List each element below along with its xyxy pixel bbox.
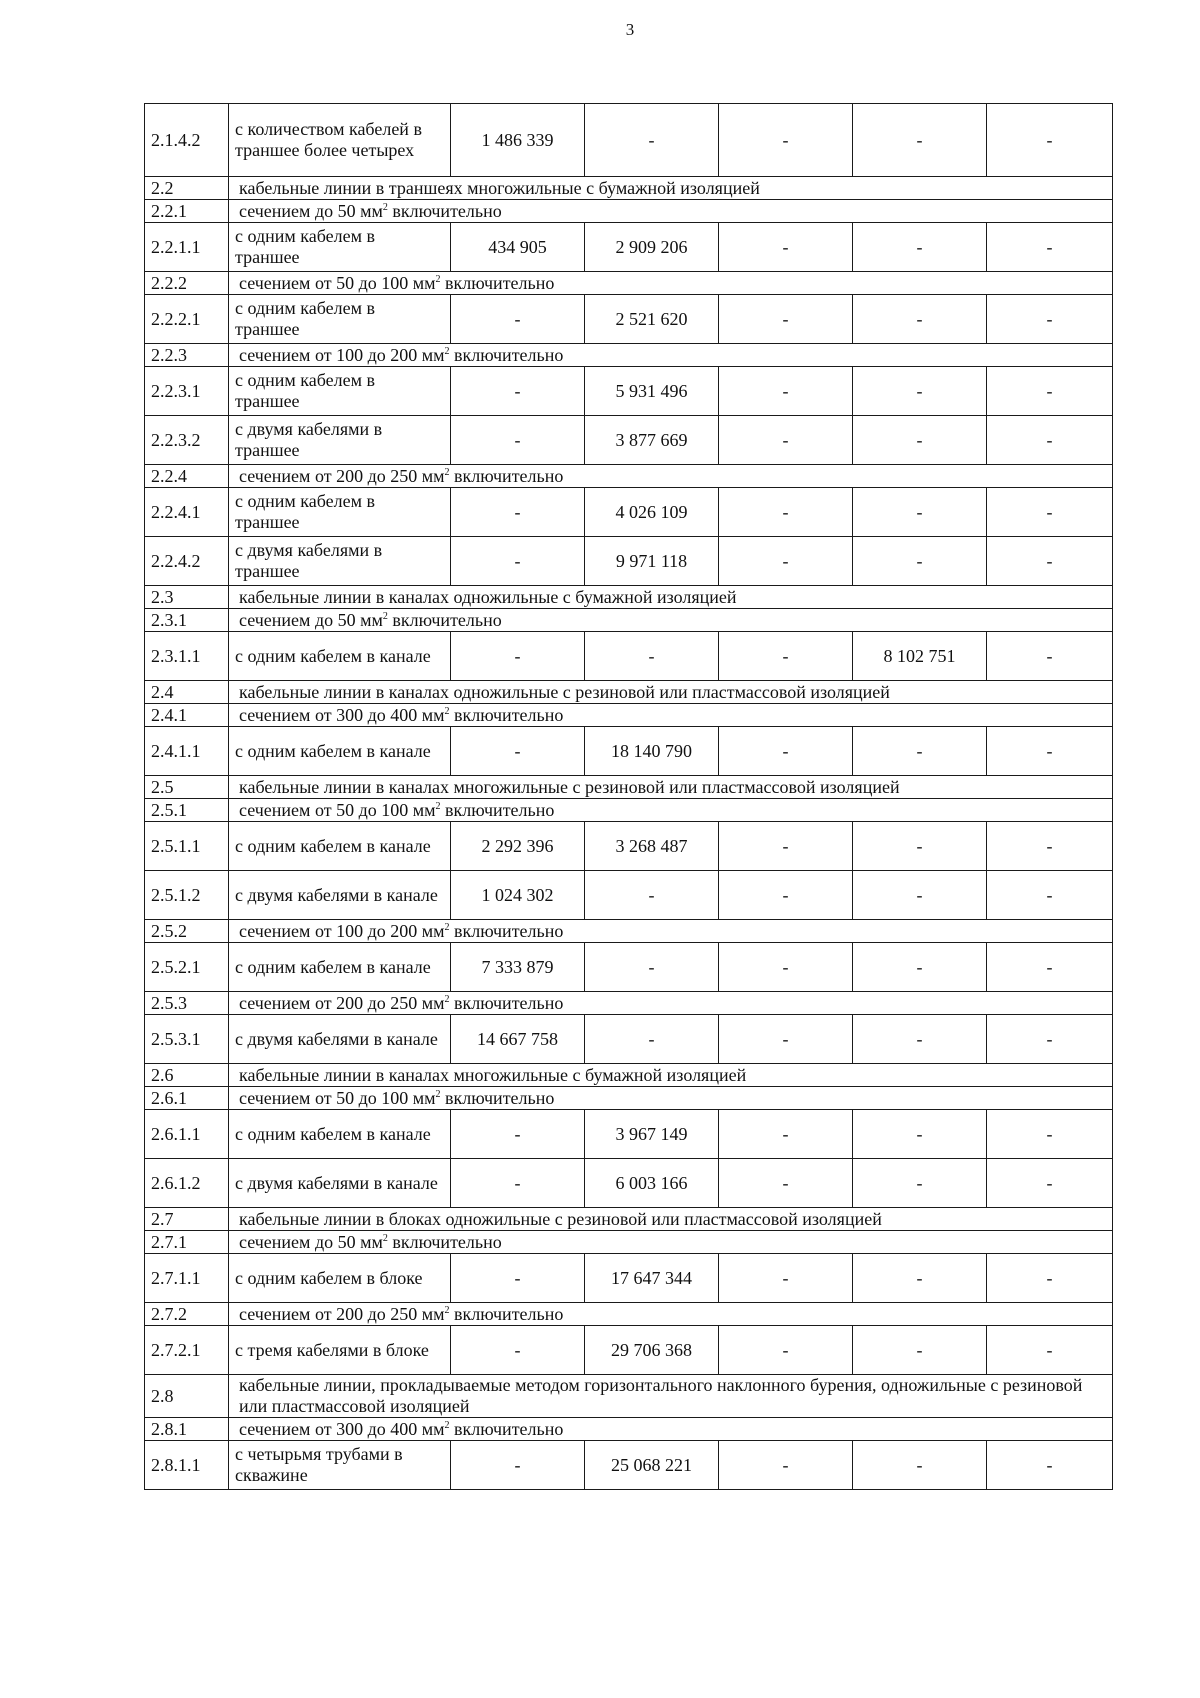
table-row [145,223,1113,272]
row-description: с тремя кабелями в блоке [229,1326,451,1375]
row-code: 2.2.3 [145,344,229,367]
row-description: с одним кабелем в траншее [229,367,451,416]
table-row [145,104,1113,177]
section-title: кабельные линии в каналах многожильные с резиновой или пластмассовой изоляцией [229,776,1113,799]
section-title: кабельные линии в каналах одножильные с бумажной изоляцией [229,586,1113,609]
table-row [145,1441,1113,1490]
value-cell: - [987,104,1113,177]
value-cell: 14 667 758 [451,1015,585,1064]
value-cell: - [719,943,853,992]
value-cell: - [585,632,719,681]
value-cell: 2 521 620 [585,295,719,344]
value-cell: 18 140 790 [585,727,719,776]
row-code: 2.3.1 [145,609,229,632]
value-cell: - [451,1110,585,1159]
section-title: кабельные линии в каналах многожильные с бумажной изоляцией [229,1064,1113,1087]
value-cell: - [853,223,987,272]
table-row [145,822,1113,871]
row-description: с одним кабелем в траншее [229,488,451,537]
section-title: сечением от 50 до 100 $мм^2$ включительно [229,272,1113,295]
value-cell: 5 931 496 [585,367,719,416]
value-cell: - [451,632,585,681]
section-title: сечением от 100 до 200 $мм^2$ включительно [229,920,1113,943]
row-description: с одним кабелем в траншее [229,223,451,272]
value-cell: - [853,871,987,920]
value-cell: - [987,1159,1113,1208]
row-description: с одним кабелем в канале [229,1110,451,1159]
row-code: 2.5.1 [145,799,229,822]
table-row [145,1254,1113,1303]
value-cell: - [451,416,585,465]
row-code: 2.2.1.1 [145,223,229,272]
value-cell: - [451,1326,585,1375]
value-cell: - [451,1441,585,1490]
row-description: с двумя кабелями в траншее [229,416,451,465]
value-cell: - [853,104,987,177]
section-row [145,776,1113,799]
row-description: с одним кабелем в блоке [229,1254,451,1303]
table-row [145,1110,1113,1159]
value-cell: - [719,223,853,272]
value-cell: - [585,871,719,920]
value-cell: - [987,943,1113,992]
value-cell: - [987,488,1113,537]
row-code: 2.6 [145,1064,229,1087]
table-row [145,1159,1113,1208]
value-cell: - [987,367,1113,416]
section-row [145,272,1113,295]
value-cell: 3 967 149 [585,1110,719,1159]
row-code: 2.4.1.1 [145,727,229,776]
value-cell: - [719,416,853,465]
table-row [145,295,1113,344]
section-title: сечением от 200 до 250 $мм^2$ включительно [229,465,1113,488]
value-cell: 29 706 368 [585,1326,719,1375]
value-cell: - [719,1441,853,1490]
row-code: 2.4 [145,681,229,704]
value-cell: - [451,488,585,537]
value-cell: - [451,727,585,776]
table-row [145,537,1113,586]
section-title: кабельные линии в блоках одножильные с резиновой или пластмассовой изоляцией [229,1208,1113,1231]
value-cell: - [987,1254,1113,1303]
section-title: сечением от 300 до 400 $мм^2$ включительно [229,1418,1113,1441]
value-cell: - [853,1159,987,1208]
row-code: 2.7.2.1 [145,1326,229,1375]
value-cell: - [853,1441,987,1490]
value-cell: - [585,104,719,177]
table-row [145,871,1113,920]
tariff-table-body [145,104,1113,1490]
value-cell: 434 905 [451,223,585,272]
section-row [145,1375,1113,1418]
value-cell: - [719,727,853,776]
value-cell: 2 909 206 [585,223,719,272]
table-row [145,1015,1113,1064]
value-cell: 17 647 344 [585,1254,719,1303]
value-cell: - [853,727,987,776]
value-cell: - [853,416,987,465]
section-row [145,1231,1113,1254]
row-code: 2.5.3.1 [145,1015,229,1064]
value-cell: - [719,632,853,681]
value-cell: - [853,1015,987,1064]
row-code: 2.7.1.1 [145,1254,229,1303]
value-cell: - [987,1015,1113,1064]
table-row [145,727,1113,776]
row-description: с четырьмя трубами в скважине [229,1441,451,1490]
section-title: кабельные линии, прокладываемые методом горизонтального наклонного бурения, одножильные с резиновой или пластмассовой изоляцией [229,1375,1113,1418]
value-cell: 7 333 879 [451,943,585,992]
row-code: 2.8.1.1 [145,1441,229,1490]
row-description: с одним кабелем в канале [229,727,451,776]
table-row [145,632,1113,681]
value-cell: - [853,488,987,537]
section-row [145,992,1113,1015]
section-title: сечением от 100 до 200 $мм^2$ включительно [229,344,1113,367]
section-title: сечением до 50 $мм^2$ включительно [229,609,1113,632]
row-code: 2.7 [145,1208,229,1231]
table-row [145,1326,1113,1375]
value-cell: 4 026 109 [585,488,719,537]
row-code: 2.3 [145,586,229,609]
value-cell: - [853,822,987,871]
value-cell: - [585,1015,719,1064]
row-code: 2.6.1 [145,1087,229,1110]
value-cell: - [987,1110,1113,1159]
row-code: 2.5.1.2 [145,871,229,920]
value-cell: - [719,488,853,537]
value-cell: - [719,1326,853,1375]
value-cell: 9 971 118 [585,537,719,586]
value-cell: 1 486 339 [451,104,585,177]
section-row [145,586,1113,609]
table-row [145,488,1113,537]
value-cell: - [987,871,1113,920]
section-row [145,799,1113,822]
value-cell: - [719,1110,853,1159]
row-code: 2.3.1.1 [145,632,229,681]
section-row [145,704,1113,727]
row-code: 2.2.3.1 [145,367,229,416]
section-title: кабельные линии в каналах одножильные с резиновой или пластмассовой изоляцией [229,681,1113,704]
table-row [145,416,1113,465]
value-cell: - [853,1254,987,1303]
row-code: 2.2.3.2 [145,416,229,465]
row-description: с одним кабелем в канале [229,943,451,992]
value-cell: - [987,223,1113,272]
row-code: 2.2.1 [145,200,229,223]
row-description: с двумя кабелями в канале [229,871,451,920]
row-description: с двумя кабелями в траншее [229,537,451,586]
section-row [145,200,1113,223]
value-cell: 8 102 751 [853,632,987,681]
section-title: сечением до 50 $мм^2$ включительно [229,200,1113,223]
table-row [145,367,1113,416]
section-row [145,465,1113,488]
value-cell: - [853,1110,987,1159]
value-cell: - [719,871,853,920]
section-title: кабельные линии в траншеях многожильные с бумажной изоляцией [229,177,1113,200]
row-code: 2.2.4 [145,465,229,488]
value-cell: - [451,295,585,344]
row-code: 2.2 [145,177,229,200]
value-cell: - [719,822,853,871]
row-code: 2.4.1 [145,704,229,727]
row-code: 2.8 [145,1375,229,1418]
value-cell: - [719,367,853,416]
row-description: с двумя кабелями в канале [229,1015,451,1064]
section-row [145,344,1113,367]
value-cell: - [719,104,853,177]
value-cell: - [853,943,987,992]
value-cell: - [719,1254,853,1303]
value-cell: - [585,943,719,992]
value-cell: - [987,295,1113,344]
value-cell: - [987,632,1113,681]
value-cell: 3 268 487 [585,822,719,871]
section-title: сечением от 200 до 250 $мм^2$ включительно [229,992,1113,1015]
section-title: сечением от 50 до 100 $мм^2$ включительно [229,1087,1113,1110]
section-row [145,609,1113,632]
section-title: сечением до 50 $мм^2$ включительно [229,1231,1113,1254]
row-code: 2.8.1 [145,1418,229,1441]
section-title: сечением от 300 до 400 $мм^2$ включительно [229,704,1113,727]
value-cell: 2 292 396 [451,822,585,871]
row-description: с количеством кабелей в траншее более четырех [229,104,451,177]
section-title: сечением от 50 до 100 $мм^2$ включительно [229,799,1113,822]
table-row [145,943,1113,992]
row-code: 2.7.2 [145,1303,229,1326]
row-code: 2.1.4.2 [145,104,229,177]
page-number: 3 [625,20,635,39]
value-cell: - [451,1254,585,1303]
section-title: сечением от 200 до 250 $мм^2$ включительно [229,1303,1113,1326]
value-cell: - [719,1015,853,1064]
value-cell: 25 068 221 [585,1441,719,1490]
row-code: 2.5.2.1 [145,943,229,992]
row-code: 2.5.2 [145,920,229,943]
section-row [145,1064,1113,1087]
value-cell: - [987,1441,1113,1490]
value-cell: - [987,822,1113,871]
row-description: с одним кабелем в канале [229,632,451,681]
section-row [145,1208,1113,1231]
row-code: 2.2.2 [145,272,229,295]
tariff-table [144,103,1113,1490]
section-row [145,920,1113,943]
row-code: 2.6.1.2 [145,1159,229,1208]
value-cell: - [987,1326,1113,1375]
row-code: 2.7.1 [145,1231,229,1254]
value-cell: - [719,1159,853,1208]
section-row [145,1087,1113,1110]
value-cell: - [853,367,987,416]
value-cell: 6 003 166 [585,1159,719,1208]
value-cell: - [853,537,987,586]
row-description: с одним кабелем в канале [229,822,451,871]
row-code: 2.5.1.1 [145,822,229,871]
row-code: 2.5 [145,776,229,799]
value-cell: - [987,416,1113,465]
row-code: 2.2.4.2 [145,537,229,586]
section-row [145,1418,1113,1441]
value-cell: - [451,1159,585,1208]
value-cell: 1 024 302 [451,871,585,920]
value-cell: - [719,295,853,344]
value-cell: - [451,537,585,586]
row-description: с одним кабелем в траншее [229,295,451,344]
row-code: 2.5.3 [145,992,229,1015]
row-description: с двумя кабелями в канале [229,1159,451,1208]
row-code: 2.2.2.1 [145,295,229,344]
section-row [145,177,1113,200]
value-cell: - [719,537,853,586]
value-cell: - [451,367,585,416]
value-cell: - [853,1326,987,1375]
row-code: 2.6.1.1 [145,1110,229,1159]
value-cell: 3 877 669 [585,416,719,465]
value-cell: - [987,727,1113,776]
value-cell: - [987,537,1113,586]
row-code: 2.2.4.1 [145,488,229,537]
section-row [145,681,1113,704]
section-row [145,1303,1113,1326]
value-cell: - [853,295,987,344]
